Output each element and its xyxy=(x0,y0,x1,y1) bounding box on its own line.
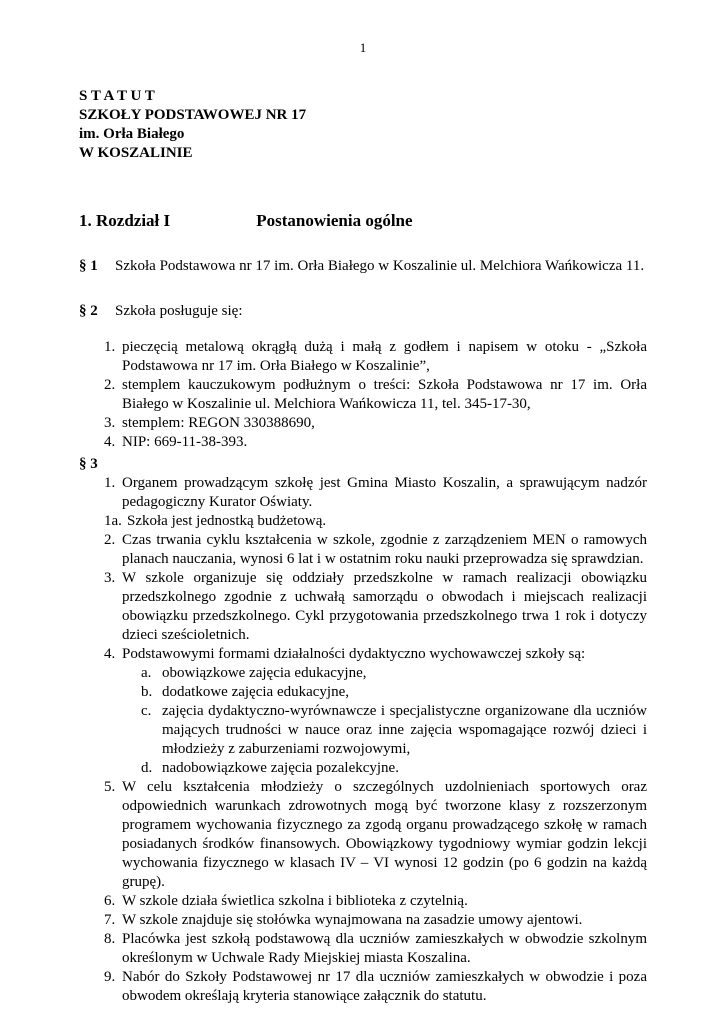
list-par2 xyxy=(79,338,647,452)
list-item-number: 7. xyxy=(104,912,116,928)
list-item-text: zajęcia dydaktyczno-wyrównawcze i specjalistyczne organizowane dla uczniów mających trudności w nauce oraz inne zajęcia wspomagające rozwój dzieci i młodzieży z zaburzeniami rozwojowymi, xyxy=(162,703,647,757)
list-item xyxy=(79,968,647,1006)
list-item-text: W celu kształcenia młodzieży o szczególnych uzdolnieniach sportowych oraz odpowiednich warunkach zdrowotnych mogą być tworzone klasy z rozszerzonym programem wychowania fizycznego za zgodą organu prowadzącego szkołę w ramach posiadanych środków finansowych. Obowiązkowy tygodniowy wymiar godzin lekcji wychowania fizycznego w klasach IV – VI wynosi 12 godzin (po 6 godzin na każdą grupę). xyxy=(122,779,647,890)
list-item-number: 1a. xyxy=(104,513,122,529)
list-item xyxy=(79,778,647,892)
list-item-text: dodatkowe zajęcia edukacyjne, xyxy=(162,684,349,700)
list-item xyxy=(79,512,647,531)
list-item-text: Podstawowymi formami działalności dydaktyczno wychowawczej szkoły są: xyxy=(122,646,586,662)
list-item-number: 3. xyxy=(104,415,116,431)
header-line-city: W KOSZALINIE xyxy=(79,145,193,161)
list-item-letter: d. xyxy=(141,760,153,776)
list-item-text: Szkoła jest jednostką budżetową. xyxy=(127,513,327,529)
list-item-number: 4. xyxy=(104,434,116,450)
document-header xyxy=(79,87,647,163)
list-item-number: 2. xyxy=(104,532,116,548)
header-line-patron: im. Orła Białego xyxy=(79,126,185,142)
section-par1 xyxy=(79,257,647,276)
list-item-number: 6. xyxy=(104,893,116,909)
list-item xyxy=(79,911,647,930)
list-item-text: stemplem kauczukowym podłużnym o treści: Szkoła Podstawowa nr 17 im. Orła Białego w Koszalinie ul. Melchiora Wańkowicza 11, tel. 345-17-30, xyxy=(122,377,647,412)
list-item-number: 9. xyxy=(104,969,116,985)
page-number: 1 xyxy=(359,40,367,55)
list-item-text: Czas trwania cyklu kształcenia w szkole, zgodnie z zarządzeniem MEN o ramowych planach nauczania, wynosi 6 lat i w ostatnim roku nauki przeprowadza się sprawdzian. xyxy=(122,532,647,567)
list-item xyxy=(79,433,647,452)
list-item xyxy=(79,892,647,911)
list-item-number: 2. xyxy=(104,377,116,393)
header-line-statut: S T A T U T xyxy=(79,88,155,104)
list-item-text: NIP: 669-11-38-393. xyxy=(122,434,248,450)
list-item xyxy=(79,338,647,376)
list-item xyxy=(79,414,647,433)
list-item-text: pieczęcią metalową okrągłą dużą i małą z godłem i napisem w otoku - „Szkoła Podstawowa nr 17 im. Orła Białego w Koszalinie”, xyxy=(122,339,647,374)
list-subitem xyxy=(79,683,647,702)
section-label-par3: § 3 xyxy=(79,456,98,472)
list-item-number: 8. xyxy=(104,931,116,947)
list-subitem xyxy=(79,702,647,759)
list-item-text: W szkole organizuje się oddziały przedszkolne w ramach realizacji obowiązku przedszkolnego zgodnie z uchwałą samorządu o obwodach i miejscach realizacji obowiązku przedszkolnego. Cykl przygotowania przedszkolnego trwa 1 rok i dotyczy dzieci sześcioletnich. xyxy=(122,570,647,643)
list-subitem xyxy=(79,759,647,778)
chapter-heading xyxy=(79,210,647,231)
list-item-text: nadobowiązkowe zajęcia pozalekcyjne. xyxy=(162,760,399,776)
list-item-text: obowiązkowe zajęcia edukacyjne, xyxy=(162,665,367,681)
section-par2 xyxy=(79,302,647,321)
list-item-letter: b. xyxy=(141,684,153,700)
list-item-number: 1. xyxy=(104,475,116,491)
list-item-text: stemplem: REGON 330388690, xyxy=(122,415,315,431)
list-item-text: Nabór do Szkoły Podstawowej nr 17 dla uczniów zamieszkałych w obwodzie i poza obwodem określają kryteria stanowiące załącznik do statutu. xyxy=(122,969,647,1004)
list-item-number: 1. xyxy=(104,339,116,355)
list-item xyxy=(79,376,647,414)
section-intro-par2: Szkoła posługuje się: xyxy=(115,303,243,319)
list-item xyxy=(79,474,647,512)
list-item xyxy=(79,531,647,569)
list-item xyxy=(79,930,647,968)
list-item-text: Placówka jest szkołą podstawową dla uczniów zamieszkałych w obwodzie szkolnym określonym w Uchwale Rady Miejskiej miasta Koszalina. xyxy=(122,931,647,966)
chapter-number: 1. Rozdział I xyxy=(79,211,171,230)
list-item-letter: c. xyxy=(141,703,152,719)
list-item xyxy=(79,645,647,664)
list-item-text: W szkole znajduje się stołówka wynajmowana na zasadzie umowy ajentowi. xyxy=(122,912,583,928)
chapter-title: Postanowienia ogólne xyxy=(256,211,413,230)
section-label-par2: § 2 xyxy=(79,303,98,319)
list-subitem xyxy=(79,664,647,683)
list-item-text: W szkole działa świetlica szkolna i biblioteka z czytelnią. xyxy=(122,893,468,909)
header-line-school: SZKOŁY PODSTAWOWEJ NR 17 xyxy=(79,107,307,123)
list-item xyxy=(79,569,647,645)
list-item-number: 5. xyxy=(104,779,116,795)
list-item-number: 4. xyxy=(104,646,116,662)
list-item-text: Organem prowadzącym szkołę jest Gmina Miasto Koszalin, a sprawującym nadzór pedagogiczny Kurator Oświaty. xyxy=(122,475,647,510)
list-item-number: 3. xyxy=(104,570,116,586)
list-par3 xyxy=(79,474,647,1006)
section-text-par1: Szkoła Podstawowa nr 17 im. Orła Białego w Koszalinie ul. Melchiora Wańkowicza 11. xyxy=(115,258,645,274)
section-label-par1: § 1 xyxy=(79,258,98,274)
list-item-letter: a. xyxy=(141,665,152,681)
